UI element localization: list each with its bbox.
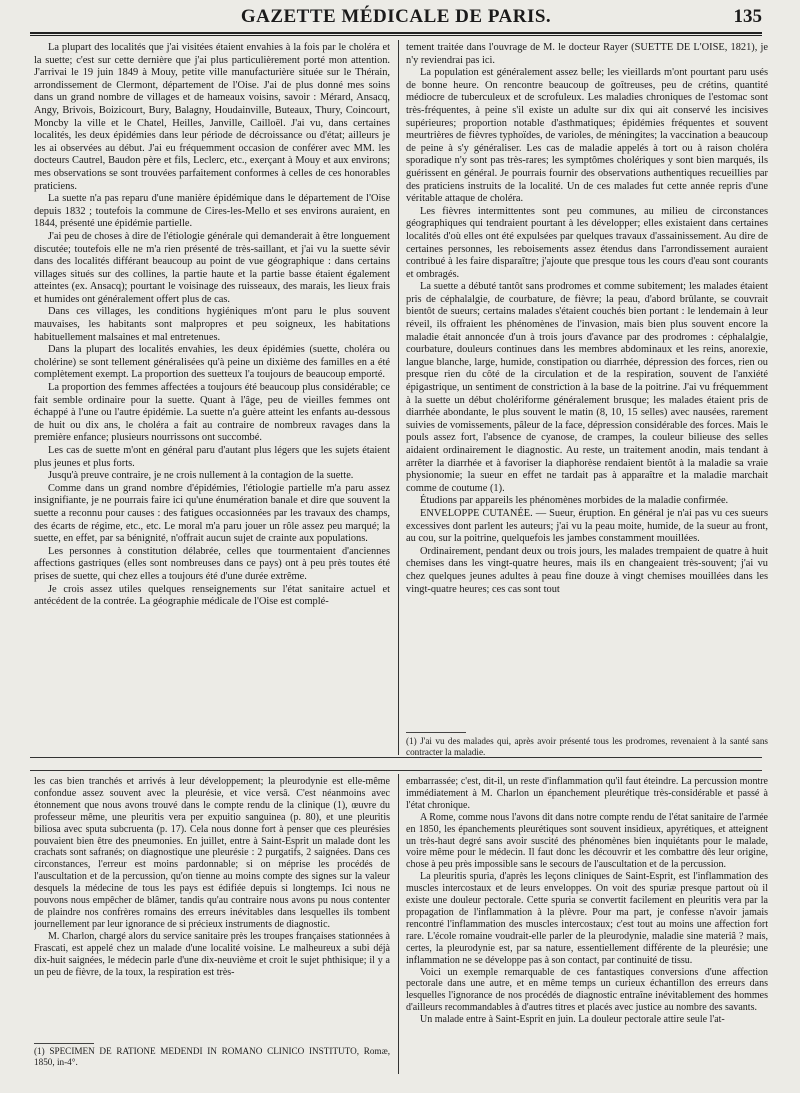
paragraph: Dans la plupart des localités envahies, les deux épidémies (suette, choléra ou cholérine) se sont tellement généralisées qu'à peine un dixième des familles en a été complètement exempt. La proportion des suetteux l'a toujours de beaucoup emporté. [34, 344, 390, 381]
section-rule [30, 770, 762, 771]
column-divider [398, 40, 399, 755]
paragraph: Jusqu'à preuve contraire, je ne crois nullement à la contagion de la suette. [48, 470, 354, 482]
paragraph: tement traitée dans l'ouvrage de M. le docteur Rayer (SUETTE DE L'OISE, 1821), je n'y reviendrai pas ici. [406, 42, 768, 66]
paragraph: Comme dans un grand nombre d'épidémies, l'étiologie partielle m'a paru assez insignifiante, je ne pourrais faire ici qu'une énumération banale et dire que souvent la suette a reconnu pour causes : des fatigues occasionnées par les travaux des champs, des écarts de régime, etc., etc. Le moral m'a paru jouer un rôle assez peu marqué; la suette, en effet, par sa bénignité, n'offrait aucun sujet de crainte aux populations. [34, 482, 390, 545]
page-header [30, 6, 762, 32]
paragraph: Un malade entre à Saint-Esprit en juin. La douleur pectorale attire seule l'at- [420, 1014, 725, 1026]
paragraph: Étudions par appareils les phénomènes morbides de la maladie confirmée. [420, 495, 729, 507]
paragraph: les cas bien tranchés et arrivés à leur développement; la pleurodynie est elle-même confondue assez souvent avec la pleurésie, et vice versâ. C'est néanmoins avec étonnement que nous avons trouvé dans le compte rendu de la clinique (1), œuvre du professeur même, une pleuritis vera per expuitio sanguinea (p. 80), et une pleuritis biliosa avec sputa subcruenta (p. 17). Cela nous donne fort à penser que ces pleurésies pouvaient bien être des pneumonies. En juillet, entre à Saint-Esprit un malade dont les crachats sont safranés; on diagnostique une pleurésie : 2 purgatifs, 2 saignées. Dans ces circonstances, l'erreur est moins pardonnable; si on méprise les procédés de l'auscultation et de la percussion, qu'on tienne au moins compte des signes sur la valeur desquels la médecine de tous les pays est édifiée depuis si longtemps. Ici nous ne pouvons nous empêcher de blâmer, tandis qu'au contraire nous avons pu nous contenter de plaindre nos confrères romains des erreurs inévitables dans lesquelles ils tombent journellement par leur ignorance de si précieux instruments de diagnostic. [34, 776, 390, 930]
column-1 [34, 42, 390, 732]
paragraph: La suette a débuté tantôt sans prodromes et comme subitement; les malades étaient pris de céphalalgie, de courbature, de fièvre; la peau, d'abord brûlante, se couvrait bientôt de sueurs; certains malades s'étaient couchés bien portant : le lendemain à leur réveil, ils offraient les phénomènes de l'invasion, mais bien plus souvent encore la maladie était annoncée d'un à trois jours d'avance par des prodromes : céphalalgie, courbature, douleurs continues dans les membres abdominaux et les reins, anorexie, langue blanche, large, humide, constipation ou diarrhée, dépression des forces, rien ou presque rien du côté de la circulation et de la respiration, souvent de l'anxiété épigastrique, un sentiment de constriction à la base de la poitrine. J'ai vu fréquemment à la suette un début cholériforme généralement brusque; les malades étaient pris de diarrhée abondante, le plus souvent le matin (8, 10, 15 selles) avec nausées, rarement suivies de vomissements, pâleur de la face, dépression considérable des forces. Mais le pouls assez fort, l'absence de cyanose, de crampes, la couleur bilieuse des selles aidaient ordinairement le diagnostic. Au reste, un traitement anodin, mais tendant à arrêter la diarrhée et à favoriser la diaphorèse rendaient bientôt à la maladie sa vraie physionomie; la sueur en effet ne tardait pas à apparaître et la maladie marchait comme de coutume (1). [406, 281, 768, 494]
column-4 [406, 776, 768, 1076]
footnote-separator [34, 1043, 94, 1044]
header-rule-thin [30, 35, 762, 36]
paragraph: La proportion des femmes affectées a toujours été beaucoup plus considérable; ce fait semble ordinaire pour la suette. Quant à l'âge, peu de vieilles femmes ont échappé à l'une ou l'autre épidémie. La suette n'a guère atteint les enfants au-dessous de huit ou dix ans, le choléra a fait au contraire de nombreux ravages dans la première enfance; plusieurs nourrissons ont succombé. [34, 382, 390, 444]
column-3 [34, 776, 390, 1044]
paragraph: La pleuritis spuria, d'après les leçons cliniques de Saint-Esprit, est l'inflammation des muscles intercostaux et de leurs enveloppes. On voit des spuriæ presque partout où il existe une douleur pectorale. Cette spuria se convertit facilement en pleuritis vera par la propagation de l'inflammation à la plèvre. Pour ma part, je confesse n'avoir jamais rencontré l'inflammation des muscles intercostaux; c'est tout au moins une affection fort rare. L'école romaine voudrait-elle parler de la pleurodynie, maladie sine materiâ ? mais, certes, la pleurodynie est, par sa nature, essentiellement différente de la pleurésie; une inflammation ne se développe pas à son contact, par continuité de tissu. [406, 871, 768, 966]
paragraph: Les personnes à constitution délabrée, celles que tourmentaient d'anciennes affections gastriques (elles sont nombreuses dans ce pays) ont à peu près toutes été prises de suette, qui chez elles a toujours été d'une durée extrême. [34, 545, 390, 582]
paragraph: Voici un exemple remarquable de ces fantastiques conversions d'une affection pectorale dans une autre, et en même temps un curieux échantillon des erreurs dans lesquelles l'ignorance de nos procédés de diagnostic entraîne inévitablement des hommes d'ailleurs recommandables à d'autres titres et placés avec justice au nombre des savants. [406, 966, 768, 1014]
page-number: 135 [733, 6, 762, 27]
paragraph: A Rome, comme nous l'avons dit dans notre compte rendu de l'état sanitaire de l'armée en 1850, les épanchements pleurétiques sont souvent insidieux, apyrétiques, et atteignent un très-haut degré sans avoir suscité des phénomènes bien inquiétants pour le malade, voire même pour le médecin. Il faut donc les découvrir et les combattre dès leur origine, chose à peu près impossible sans le secours de l'auscultation et de la percussion. [406, 811, 768, 871]
section-rule [30, 757, 762, 758]
journal-title: GAZETTE MÉDICALE DE PARIS. [240, 6, 552, 27]
paragraph: Ordinairement, pendant deux ou trois jours, les malades trempaient de quatre à huit chemises dans les vingt-quatre heures, mais ils en changeaient très-souvent; j'ai vu chez quelques jeunes adultes à peau fine douze à vingt chemises mouillées dans les vingt-quatre heures; ces cas sont tout [406, 545, 768, 595]
paragraph: La plupart des localités que j'ai visitées étaient envahies à la fois par le choléra et la suette; c'est sur cette dernière que j'ai plus particulièrement porté mon attention. J'arrivai le 19 juin 1849 à Mouy, petite ville manufacturière située sur le Thérain, arrondissement de Clermont, département de l'Oise. J'ai de plus donné mes soins dans un grand nombre de villages et de hameaux voisins, savoir : Mérard, Ansacq, Angy, Brivois, Boizicourt, Bury, Balagny, Houdainville, Buteaux, Thury, Coincourt, Moncby la ville et le Chatel, Heilles, Janville, Cailloël. J'ai vu, dans certaines localités, les deux épidémies dans leur période de décroissance ou d'état; ailleurs je les ai observées au début. J'ai eu fréquemment occasion de conférer avec MM. les docteurs Cautrel, Baudon père et fils, Leclerc, etc., exerçant à Mouy et aux environs; mes observations se sont trouvées parfaitement conformes à celles de ces honorables praticiens. [34, 42, 390, 192]
footnote: (1) J'ai vu des malades qui, après avoir présenté tous les prodromes, revenaient à la santé sans contracter la maladie. [406, 736, 768, 756]
column-divider [398, 774, 399, 1074]
paragraph: embarrassée; c'est, dit-il, un reste d'inflammation qu'il faut éteindre. La percussion montre immédiatement à M. Charlon un épanchement pleurétique très-considérable et passé à l'état chronique. [406, 776, 768, 811]
paragraph: J'ai peu de choses à dire de l'étiologie générale qui demanderait à être longuement discutée; toutefois elle ne m'a rien présenté de très-saillant, et j'ai vu la suette sévir dans des localités différant beaucoup au point de vue géographique : dans certains villages situés sur des collines, la partie haute et la partie basse étaient également atteintes (ex. Ansacq); pourtant le voisinage des ruisseaux, des marais, les lieux frais et humides ont généralement offert plus de cas. [34, 230, 390, 305]
paragraph: ENVELOPPE CUTANÉE. — Sueur, éruption. En général je n'ai pas vu ces sueurs excessives dont parlent les auteurs; j'ai vu la peau moite, humide, de la sueur au front, au cou, sur la poitrine, quelquefois les jambes constamment mouillées. [406, 507, 768, 545]
paragraph: Je crois assez utiles quelques renseignements sur l'état sanitaire actuel et antécédent de la contrée. La géographie médicale de l'Oise est complé- [34, 583, 390, 608]
header-rule [30, 32, 762, 34]
paragraph: Les cas de suette m'ont en général paru d'autant plus légers que les sujets étaient plus jeunes et plus forts. [34, 445, 390, 469]
paragraph: La population est généralement assez belle; les vieillards m'ont pourtant paru usés de bonne heure. On rencontre beaucoup de goîtreuses, peu de crétins, quantité médiocre de tuberculeux et de scrofuleux. Les maladies chroniques de l'estomac sont très-fréquentes, à peine s'il existe un adulte sur dix qui ait conservé les incisives supérieures; proportion notable d'asthmatiques; épidémies fréquentes et souvent meurtrières de fièvres typhoïdes, de varioles, de méningites; la vaccination a beaucoup de peine à s'y généraliser. Les cas de maladie appelés à tort ou à raison choléra sporadique n'y sont pas très-rares; les symptômes cholériques y sont bien marqués, ils guérissent en général. Je pourrais fournir des observations authentiques recueillies par des praticiens instruits de la localité. Un de ces malades fut cette année repris d'une véritable attaque de choléra. [406, 67, 768, 205]
footnote-separator [406, 732, 466, 733]
column-2 [406, 42, 768, 732]
paragraph: M. Charlon, chargé alors du service sanitaire près les troupes françaises stationnées à Frascati, est appelé chez un malade d'une localité voisine. Le malheureux a subi déjà dix-huit saignées, le médecin parle d'une dix-neuvième et croit le sujet phthisique; il y a un peu de fièvre, de la toux, la respiration est très- [34, 930, 390, 978]
paragraph: Les fièvres intermittentes sont peu communes, au milieu de circonstances géographiques qui tendraient pourtant à les développer; elles existaient dans certaines localités d'où elles ont été expulsées par quelques travaux d'assainissement. Au dire de certaines personnes, les reboisements assez étendus dans l'arrondissement auraient contribué à les faire disparaître; j'ajoute que presque tous les cours d'eau sont courants et ombragés. [406, 205, 768, 280]
paragraph: Dans ces villages, les conditions hygiéniques m'ont paru le plus souvent mauvaises, les habitants sont malpropres et peu soigneux, les habitations habituellement malsaines et mal entretenues. [34, 306, 390, 343]
paragraph: La suette n'a pas reparu d'une manière épidémique dans le département de l'Oise depuis 1832 ; toutefois la commune de Cires-les-Mello et ses environs auraient, en 1844, présenté une épidémie partielle. [34, 193, 390, 230]
footnote: (1) SPECIMEN DE RATIONE MEDENDI IN ROMANO CLINICO INSTITUTO, Romæ, 1850, in-4°. [34, 1046, 390, 1067]
